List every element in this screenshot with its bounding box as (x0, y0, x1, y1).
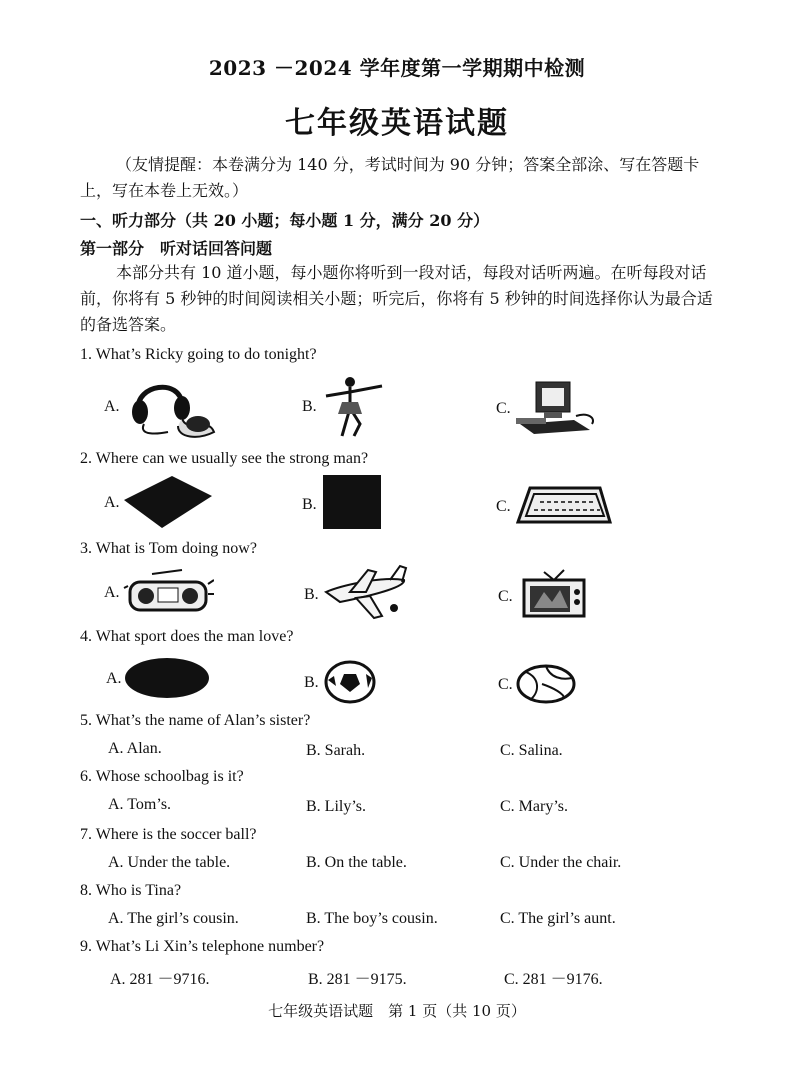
question-1: 1. What’s Ricky going to do tonight? (80, 346, 317, 363)
option-label: C. (498, 588, 513, 605)
airplane-icon (320, 562, 412, 626)
option-text: B. The boy’s cousin. (306, 910, 438, 927)
option-text: B. Sarah. (306, 742, 366, 759)
option-text: A. 281 －9716. (110, 971, 210, 988)
option-text: B. Lily’s. (306, 798, 367, 815)
mat-icon (122, 474, 214, 530)
option-text: C. Salina. (500, 742, 563, 759)
option-label: B. (302, 496, 317, 513)
part-heading: 第一部分 听对话回答问题 (80, 239, 273, 258)
option-text: B. On the table. (306, 854, 407, 871)
rug-icon (516, 484, 612, 526)
option-text: A. Alan. (108, 740, 162, 757)
headphones-icon (128, 376, 220, 440)
option-text: C. Under the chair. (500, 854, 622, 871)
volleyball-icon (516, 664, 576, 704)
option-text: C. The girl’s aunt. (500, 910, 616, 927)
term-title: 2023 －2024 学年度第一学期期中检测 (208, 56, 586, 80)
notice-text: （友情提醒：本卷满分为 140 分，考试时间为 90 分钟；答案全部涂、写在答题卡上，写在本卷上无效。） (80, 155, 700, 200)
rugby-ball-icon (122, 656, 212, 700)
option-label: C. (498, 676, 513, 693)
question-6: 6. Whose schoolbag is it? (80, 768, 244, 785)
question-8: 8. Who is Tina? (80, 882, 182, 899)
option-label: B. (304, 674, 319, 691)
option-label: C. (496, 498, 511, 515)
option-label: B. (302, 398, 317, 415)
section-heading: 一、听力部分（共 20 小题；每小题 1 分，满分 20 分） (80, 211, 490, 230)
blackboard-icon (322, 474, 382, 530)
option-text: A. The girl’s cousin. (108, 910, 239, 927)
question-4: 4. What sport does the man love? (80, 628, 294, 645)
option-label: B. (304, 586, 319, 603)
option-text: A. Under the table. (108, 854, 231, 871)
option-label: A. (106, 670, 122, 687)
tv-icon (520, 568, 588, 620)
part-description: 本部分共有 10 道小题，每小题你将听到一段对话，每段对话听两遍。在听每段对话前，你将有 5 秒钟的时间阅读相关小题；听完后，你将有 5 秒钟的时间选择你认为最合适的备选答案。 (80, 263, 713, 334)
option-text: B. 281 －9175. (308, 971, 407, 988)
radio-icon (122, 568, 214, 616)
dancer-icon (320, 374, 386, 438)
question-3: 3. What is Tom doing now? (80, 540, 257, 557)
exam-title: 七年级英语试题 (285, 106, 509, 141)
soccer-ball-icon (324, 660, 376, 704)
option-text: C. 281 －9176. (504, 971, 603, 988)
computer-icon (514, 380, 600, 436)
option-label: A. (104, 494, 120, 511)
option-text: C. Mary’s. (500, 798, 568, 815)
option-label: A. (104, 584, 120, 601)
page-footer: 七年级英语试题 第 1 页（共 10 页） (268, 1002, 526, 1020)
option-label: C. (496, 400, 511, 417)
question-7: 7. Where is the soccer ball? (80, 826, 257, 843)
question-2: 2. Where can we usually see the strong man? (80, 450, 369, 467)
option-text: A. Tom’s. (108, 796, 172, 813)
question-9: 9. What’s Li Xin’s telephone number? (80, 938, 325, 955)
option-label: A. (104, 398, 120, 415)
question-5: 5. What’s the name of Alan’s sister? (80, 712, 311, 729)
